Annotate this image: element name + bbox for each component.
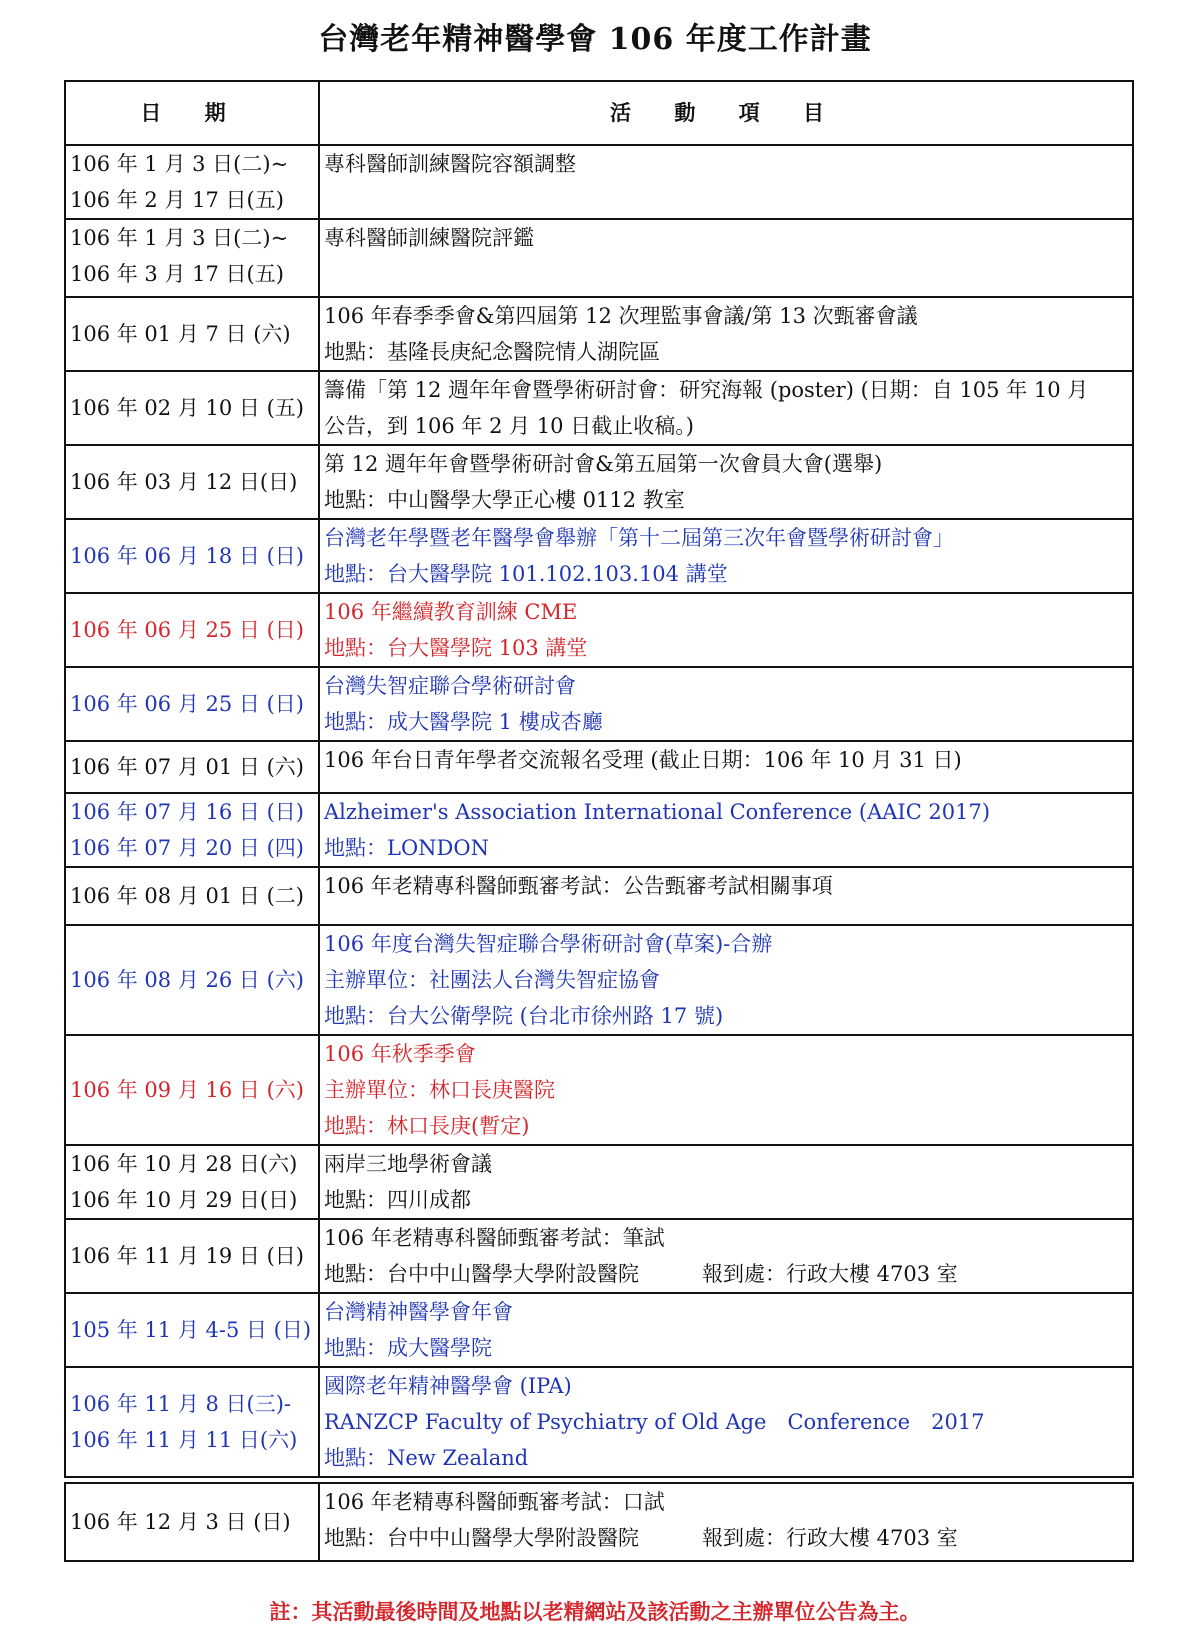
table-row [65, 593, 1133, 667]
activity-line: 106 年老精專科醫師甄審考試：筆試 [324, 1226, 665, 1250]
activity-line: 106 年度台灣失智症聯合學術研討會(草案)-合辦 [324, 932, 773, 956]
footnote: 註：其活動最後時間及地點以老精網站及該活動之主辦單位公告為主。 [269, 1599, 921, 1624]
date-line: 106 年 10 月 28 日(六) [70, 1152, 298, 1176]
activity-line: 106 年老精專科醫師甄審考試：口試 [324, 1490, 665, 1514]
date-line: 106 年 08 月 26 日 (六) [70, 968, 304, 992]
date-line: 106 年 11 月 11 日(六) [70, 1428, 298, 1452]
date-cell [65, 219, 319, 297]
activity-line: 106 年秋季季會 [324, 1042, 476, 1066]
activity-cell [319, 925, 1133, 1035]
date-line: 106 年 3 月 17 日(五) [70, 262, 284, 286]
activity-line: 公告，到 106 年 2 月 10 日截止收稿。) [324, 414, 694, 438]
date-line: 106 年 07 月 20 日 (四) [70, 836, 304, 860]
table-row [65, 793, 1133, 867]
date-cell [65, 1145, 319, 1219]
activity-line: 地點：成大醫學院 1 樓成杏廳 [324, 710, 603, 734]
activity-line: 主辦單位：社團法人台灣失智症協會 [324, 968, 660, 992]
activity-line: 地點：林口長庚(暫定) [324, 1114, 530, 1138]
date-cell [65, 145, 319, 219]
activity-line: 地點：LONDON [324, 836, 489, 860]
date-line: 106 年 06 月 25 日 (日) [70, 618, 304, 642]
activity-cell [319, 1483, 1133, 1561]
table-row [65, 1367, 1133, 1477]
activity-cell [319, 445, 1133, 519]
date-cell [65, 867, 319, 925]
table-row [65, 925, 1133, 1035]
table-row [65, 667, 1133, 741]
date-line: 106 年 08 月 01 日 (二) [70, 884, 304, 908]
date-cell [65, 925, 319, 1035]
activity-line: 地點：台大醫學院 103 講堂 [324, 636, 588, 660]
activity-line: 專科醫師訓練醫院評鑑 [324, 226, 534, 250]
activity-line: 地點：台中中山醫學大學附設醫院 報到處：行政大樓 4703 室 [324, 1526, 958, 1550]
date-cell [65, 1293, 319, 1367]
date-line: 105 年 11 月 4-5 日 (日) [70, 1318, 312, 1342]
activity-cell [319, 519, 1133, 593]
activity-cell [319, 297, 1133, 371]
activity-line: 籌備「第 12 週年年會暨學術研討會：研究海報 (poster) (日期：自 105 年 10 月 [324, 378, 1089, 402]
date-cell [65, 793, 319, 867]
activity-line: 106 年春季季會&第四屆第 12 次理監事會議/第 13 次甄審會議 [324, 304, 918, 328]
activity-cell [319, 793, 1133, 867]
table-header-row [65, 81, 1133, 145]
activity-cell [319, 741, 1133, 793]
date-line: 106 年 01 月 7 日 (六) [70, 322, 291, 346]
date-line: 106 年 1 月 3 日(二)~ [70, 152, 289, 176]
date-cell [65, 1219, 319, 1293]
activity-line: 地點：四川成都 [324, 1188, 471, 1212]
date-cell [65, 445, 319, 519]
date-line: 106 年 11 月 8 日(三)- [70, 1392, 292, 1416]
table-row [65, 1293, 1133, 1367]
activity-cell [319, 667, 1133, 741]
table-row [65, 867, 1133, 925]
activity-cell [319, 1035, 1133, 1145]
activity-cell [319, 1367, 1133, 1477]
work-plan-table [64, 80, 1134, 1562]
table-row [65, 1483, 1133, 1561]
activity-cell [319, 145, 1133, 219]
table-row [65, 445, 1133, 519]
date-line: 106 年 10 月 29 日(日) [70, 1188, 298, 1212]
table-row [65, 297, 1133, 371]
date-cell [65, 297, 319, 371]
activity-cell [319, 219, 1133, 297]
date-line: 106 年 1 月 3 日(二)~ [70, 226, 289, 250]
activity-line: 106 年繼續教育訓練 CME [324, 600, 578, 624]
activity-line: RANZCP Faculty of Psychiatry of Old Age Conference 2017 [324, 1410, 985, 1434]
table-row [65, 1219, 1133, 1293]
activity-line: 106 年老精專科醫師甄審考試：公告甄審考試相關事項 [324, 874, 833, 898]
date-line: 106 年 12 月 3 日 (日) [70, 1510, 291, 1534]
activity-cell [319, 867, 1133, 925]
activity-line: 專科醫師訓練醫院容額調整 [324, 152, 576, 176]
activity-line: 106 年台日青年學者交流報名受理 (截止日期：106 年 10 月 31 日) [324, 748, 962, 772]
date-cell [65, 1483, 319, 1561]
activity-line: 地點：中山醫學大學正心樓 0112 教室 [324, 488, 685, 512]
date-cell [65, 593, 319, 667]
activity-cell [319, 371, 1133, 445]
activity-line: 地點：基隆長庚紀念醫院情人湖院區 [324, 340, 660, 364]
activity-line: 地點：成大醫學院 [324, 1336, 492, 1360]
activity-line: 兩岸三地學術會議 [324, 1152, 492, 1176]
table-row [65, 145, 1133, 219]
activity-line: 台灣失智症聯合學術研討會 [324, 674, 576, 698]
date-line: 106 年 09 月 16 日 (六) [70, 1078, 304, 1102]
activity-line: 台灣老年學暨老年醫學會舉辦「第十二屆第三次年會暨學術研討會」 [324, 526, 954, 550]
table-row [65, 1035, 1133, 1145]
table-row [65, 741, 1133, 793]
activity-cell [319, 1219, 1133, 1293]
date-line: 106 年 07 月 16 日 (日) [70, 800, 304, 824]
date-line: 106 年 03 月 12 日(日) [70, 470, 298, 494]
date-line: 106 年 11 月 19 日 (日) [70, 1244, 304, 1268]
date-line: 106 年 2 月 17 日(五) [70, 188, 284, 212]
activity-line: 地點：台大醫學院 101.102.103.104 講堂 [324, 562, 728, 586]
activity-line: 地點：New Zealand [324, 1446, 529, 1470]
date-line: 106 年 02 月 10 日 (五) [70, 396, 304, 420]
table-row [65, 371, 1133, 445]
activity-line: 地點：台中中山醫學大學附設醫院 報到處：行政大樓 4703 室 [324, 1262, 958, 1286]
header-date: 日 期 [65, 81, 319, 145]
date-line: 106 年 07 月 01 日 (六) [70, 755, 304, 779]
activity-line: 第 12 週年年會暨學術研討會&第五屆第一次會員大會(選舉) [324, 452, 883, 476]
page-title: 台灣老年精神醫學會 106 年度工作計畫 [318, 22, 872, 57]
date-cell [65, 519, 319, 593]
activity-cell [319, 1145, 1133, 1219]
activity-line: Alzheimer's Association International Conference (AAIC 2017) [324, 800, 991, 824]
table-row [65, 1145, 1133, 1219]
date-cell [65, 741, 319, 793]
date-cell [65, 1035, 319, 1145]
date-cell [65, 667, 319, 741]
activity-cell [319, 1293, 1133, 1367]
date-line: 106 年 06 月 18 日 (日) [70, 544, 304, 568]
date-cell [65, 371, 319, 445]
activity-line: 國際老年精神醫學會 (IPA) [324, 1374, 572, 1398]
activity-line: 台灣精神醫學會年會 [324, 1300, 513, 1324]
header-activity: 活 動 項 目 [319, 81, 1133, 145]
activity-cell [319, 593, 1133, 667]
table-row [65, 519, 1133, 593]
table-row [65, 219, 1133, 297]
activity-line: 地點：台大公衛學院 (台北市徐州路 17 號) [324, 1004, 724, 1028]
activity-line: 主辦單位：林口長庚醫院 [324, 1078, 555, 1102]
date-cell [65, 1367, 319, 1477]
date-line: 106 年 06 月 25 日 (日) [70, 692, 304, 716]
